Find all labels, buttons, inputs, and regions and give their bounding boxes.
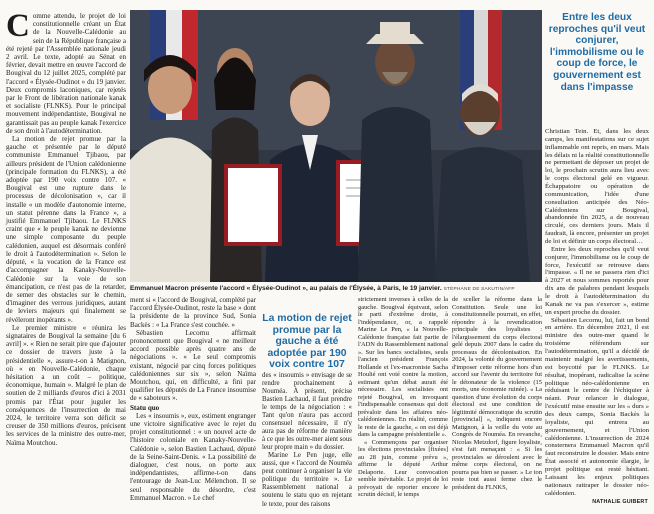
- col1-paragraph-2: La motion de rejet promue par la gauche et présentée par le député communiste Emmanuel Tjibaou, par ailleurs président de l'Union calédonienne (principale formation du FLNKS), a été adoptée par 190 voix contre 107. « Bougival est une rupture dans le processus de décolonisation », car il installe « un modèle d'autonomie interne, un statut pérenne dans la France », a justifié Emmanuel Tjibaou. Le FLNKS craint que « le peuple kanak ne devienne une simple composante du peuple calédonien, auquel est désormais conféré le droit à l'autodétermination ». Selon le député, « la vocation de la France est d'accompagner la Kanaky-Nouvelle-Calédonie sur la voie de son émancipation, ce n'est pas de la retarder, de semer des obstacles sur le chemin, d'imaginer des verrous juridiques, autant de leviers majeurs qui finalement se révéleront inopérants ».: [6, 135, 126, 324]
- caption-text: Emmanuel Macron présente l'accord « Élysée-Oudinot », au palais de l'Élysée, à Paris, le 19 janvier.: [130, 285, 442, 292]
- col1-paragraph-3: Le premier ministre « réunira les signataires de Bougival la semaine [du 6 avril] ». « Rien ne serait pire que d'ajouter ce dossier de travers juste à la présidentielle », assure-t-on à Matignon, où « en Nouvelle-Calédonie, chaque hésitation a un coût – politique, économique, humain ». Malgré le plan de soutien de 2 milliards d'euros d'ici à 2031 promis par l'État pour juguler les conséquences de l'insurrection de mai 2024, le territoire verra son déficit se creuser de 350 millions d'euros, précisent les services de la ministre des outre-mer, Naïma Moutchou.: [6, 323, 126, 447]
- photo-caption: [130, 285, 542, 294]
- sidebar-headline: Entre les deux reproches qu'il veut conjurer, l'immobilisme ou le coup de force, le gouvernement est dans l'impasse: [548, 12, 646, 93]
- article-column-1: [6, 8, 126, 447]
- section-subhead: Statu quo: [130, 403, 160, 412]
- col6-paragraph-1: Christian Tein. Et, dans les deux camps, les manifestations sur ce sujet inflammable ont repris, en mars. Mais les délais ni la réalité constitutionnelle ne permettant de déposer un projet de loi, le prochain scrutin aura lieu avec le corps électoral gelé en vigueur. Échappatoire ou opération de communication, l'idée d'une consultation anticipée des Néo-Calédoniens sur Bougival, abandonnée fin 2025, a de nouveau circulé, ces derniers jours. Mais il faudrait, là encore, présenter un projet de loi et définir un corps électoral…: [545, 128, 649, 246]
- byline: NATHALIE GUIBERT: [592, 499, 648, 505]
- article-column-5: [452, 296, 542, 491]
- col5-paragraph-1: de sceller la réforme dans la Constitution. Seule une loi constitutionnelle pourrait, en effet, répondre à la revendication principale des loyalistes : l'élargissement du corps électoral gelé depuis 2007 dans le cadre du processus de décolonisation. En 2024, la volonté du gouvernement d'imposer cette réforme hors d'un accord sur l'avenir du territoire fut le détonateur de la violence (15 morts, une économie ruinée). « La question d'une évolution du corps électoral est une condition de légitimité démocratique du scrutin [provincial] », indiquent encore Matignon, à la veille du vote au Congrès de Nouméa. En revanche, Nicolas Metzdorf, figure loyaliste, s'est fait menaçant : « Si les provinciales se déroulent avec le même corps électoral, on ne pourra pas bien se passer. » Le ton reste tout aussi ferme chez le président du FLNKS,: [452, 296, 542, 491]
- col6-paragraph-2: Entre les deux reproches qu'il veut conjurer, l'immobilisme ou le coup de force, l'exécutif se retrouve dans l'impasse. « Il ne se passera rien d'ici à 2027 et nous sommes reportés pour dix ans de palabres pendant lesquels le droit à l'autodétermination du Kanak ne va pas s'exercer », estime un expert proche du dossier.: [545, 245, 649, 316]
- article-photo: [130, 10, 542, 282]
- pull-quote: La motion de rejet promue par la gauche a été adoptée par 190 voix contre 107: [262, 313, 352, 370]
- col4-paragraph-2: « Commençons par organiser les élections provinciales [fixées] au 28 juin, comme prévu », affirme le député Arthur Delaporte. Leur convocation semble inévitable. Le projet de loi prévoyait de reporter encore le scrutin décisif, le temps: [358, 438, 448, 499]
- drop-cap: C: [6, 8, 30, 44]
- article-column-2: [130, 296, 256, 502]
- photo-credit: STÉPHANE DE SAKUTIN/AFP: [443, 287, 515, 292]
- article-column-6: [545, 128, 649, 497]
- col3-paragraph-1: des « insoumis » envisage de se rendre prochainement à Nouméa. À présent, précise Bastien Lachaud, il faut prendre le temps de la négociation : « Tant qu'on n'aura pas accord consensuel nécessaire, il n'y aura pas de réforme de manière à ce que les outre-mer aient sous leur propre main » du dossier.: [262, 372, 352, 452]
- col3-paragraph-2: Marine Le Pen juge, elle aussi, que « l'accord de Nouméa peut continuer à organiser la vie politique du territoire ». Le Rassemblement national a soutenu le statu quo en rejetant le texte, pour des raisons: [262, 452, 352, 508]
- col2-paragraph-1: ment si « l'accord de Bougival, complété par l'accord Élysée-Oudinot, reste la base » dont la présidente de la province Sud, Sonia Backès : « La France s'est couchée. »: [130, 296, 256, 329]
- col6-paragraph-3: Sébastien Lecornu, lui, fait un bond en arrière. En décembre 2021, il est ministre des outre-mer quand le troisième référendum sur l'autodétermination, qu'il a décidé de maintenir malgré les avertissements, est boycotté par le FLNKS. Le résultat, inopérant, radicalise la scène politique néo-calédonienne en réduisant le centre de l'échiquier à néant. Pour relancer le dialogue, l'exécutif mise ensuite sur les « durs » des deux camps, Sonia Backès la loyaliste, qui entrera au gouvernement, et l'Union calédonienne. L'insurrection de 2024 consternera Emmanuel Macron qu'il faut reconstruire le dossier. Mais entre État associé et autonomie élargie, le projet politique est resté hésitant. Laissant les enjeux politiques nationaux rattraper le dossier néo-calédonien.: [545, 316, 649, 497]
- col4-paragraph-1: strictement inverses à celles de la gauche. Bougival équivaut, selon le parti d'extrême droite, à l'indépendance, or, a rappelé Marine Le Pen, « la Nouvelle-Calédonie française fait partie de l'ADN du Rassemblement national ». Sur les bancs socialistes, seuls l'ancien président François Hollande et l'ex-macroniste Sacha Houlié ont voté contre la motion, estimant qu'un débat aurait été nécessaire. Les socialistes ont rejeté Bougival, en invoquant l'indispensable consensus qui doit prévaloir dans les affaires néo-calédoniennes. En réalité, comme le reste de la gauche, « on est déjà dans la campagne présidentielle ».: [358, 296, 448, 439]
- photo-illustration: [130, 10, 542, 282]
- col2-paragraph-3: Les « insoumis », eux, estiment engranger une victoire significative avec le rejet du projet constitutionnel : « un nouvel acte de l'histoire coloniale en Kanaky-Nouvelle-Calédonie », selon Bastien Lachaud, député de la Seine-Saint-Denis. « La possibilité de dialoguer, c'est nous, on porte aux indépendantistes, affirme-t-on dans l'entourage de Jean-Luc Mélenchon. Il se seul responsable du désordre, c'est Emmanuel Macron. » Le chef: [130, 411, 256, 502]
- article-column-3: [262, 372, 352, 509]
- accord-document-left: [226, 166, 280, 244]
- col2-paragraph-2: Sébastien Lecornu affirmait prononcement que Bougival « ne meilleur accord possible après quatre ans de négociations ». « Le seul compromis existant, négocié par cinq forces politiques calédoniennes sur six », selon Naïma Moutchou, qui, en difficulté, a fini par qualifier les députés de La France insoumise de « saboteurs ».: [130, 328, 256, 403]
- col1-paragraph-1: omme attendu, le projet de loi constitutionnelle créant un État de la Nouvelle-Calédonie au sein de la République française a été rejeté par l'Assemblée nationale jeudi 2 avril. Le texte, adopté au Sénat en février, devait mettre en œuvre l'accord de Bougival du 12 juillet 2025, complété par l'accord « Élysée-Oudinot » du 19 janvier. Deux compromis laconiques, car rejetés par le Front de libération nationale kanak et socialiste (FLNKS). Pour le principal mouvement indépendantiste, Bougival ne garantissait pas au peuple kanak l'exercice de son droit à l'autodétermination.: [6, 12, 126, 135]
- article-column-4: [358, 296, 448, 499]
